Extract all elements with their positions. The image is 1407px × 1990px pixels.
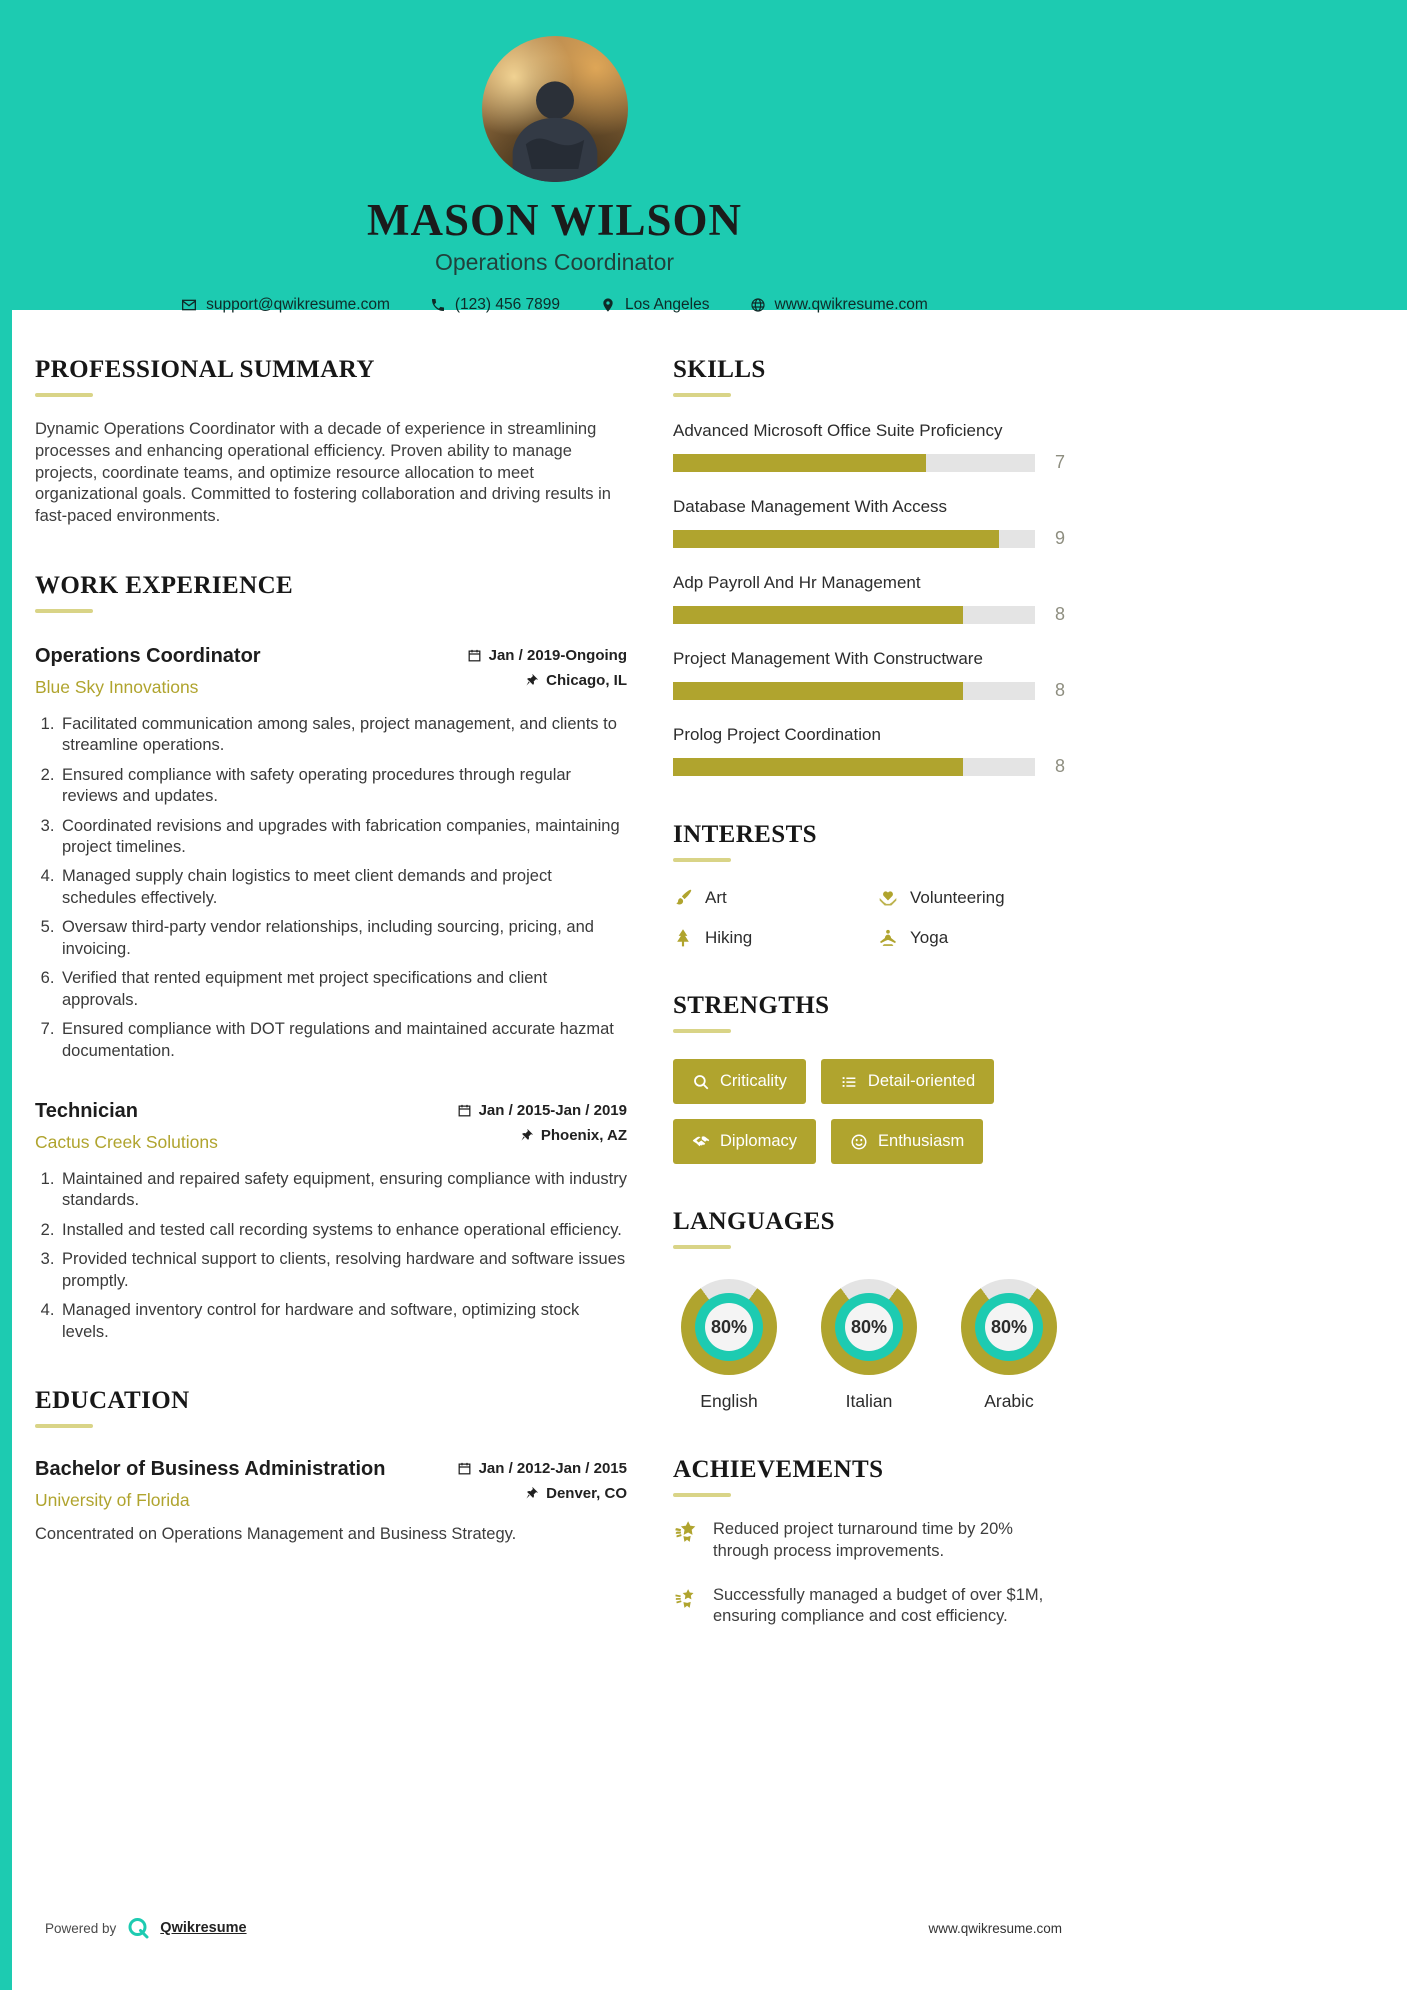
achievements-heading: ACHIEVEMENTS [673, 1456, 1065, 1497]
job-bullet: 2. Ensured compliance with safety operating procedures through regular reviews and updates. [59, 765, 627, 808]
right-column [673, 310, 1065, 1628]
interest-label: Art [705, 888, 727, 907]
skill-value: 8 [1054, 604, 1065, 624]
qwikresume-logo-icon [126, 1916, 150, 1940]
skill-value: 8 [1054, 680, 1065, 700]
achievement-text: Reduced project turnaround time by 20% through process improvements. [713, 1520, 1013, 1560]
interest-item [878, 928, 1065, 948]
skill-value: 8 [1054, 756, 1065, 776]
language-item [817, 1279, 921, 1412]
language-donut-chart [681, 1279, 777, 1375]
summary-text: Dynamic Operations Coordinator with a decade of experience in streamlining processes and enhancing operational efficiency. Proven ability to manage projects, coordinate teams, and optimize resource allocation to meet organizational goals. Committed to fostering collaboration and driving results in fast-paced environments. [35, 420, 611, 526]
skill-label: Adp Payroll And Hr Management [673, 573, 921, 592]
tree-icon [673, 928, 693, 948]
strength-label: Criticality [720, 1072, 787, 1090]
skill-item [673, 497, 1065, 549]
education-location: Denver, CO [524, 1485, 627, 1502]
calendar-icon [457, 1461, 472, 1476]
job-bullets [35, 714, 627, 1062]
interest-label: Volunteering [910, 888, 1005, 907]
achievement-icon [673, 1520, 698, 1545]
experience-heading: WORK EXPERIENCE [35, 572, 627, 613]
left-accent-strip [0, 0, 12, 1990]
job-bullet: 4. Managed inventory control for hardware and software, optimizing stock levels. [59, 1300, 627, 1343]
language-label: English [700, 1391, 758, 1411]
education-heading: EDUCATION [35, 1387, 627, 1428]
skill-bar [673, 606, 1035, 624]
skill-bar [673, 454, 1035, 472]
job-bullet: 3. Coordinated revisions and upgrades with fabrication companies, maintaining project timelines. [59, 816, 627, 859]
languages-heading: LANGUAGES [673, 1208, 1065, 1249]
calendar-icon [467, 648, 482, 663]
job-bullet: 6. Verified that rented equipment met project specifications and client approvals. [59, 968, 627, 1011]
job-bullets [35, 1169, 627, 1343]
strengths-heading: STRENGTHS [673, 992, 1065, 1033]
skill-value: 7 [1054, 452, 1065, 472]
strength-label: Detail-oriented [867, 1072, 976, 1090]
language-item [677, 1279, 781, 1412]
achievement-item [673, 1585, 1065, 1629]
job-company: Cactus Creek Solutions [35, 1131, 218, 1152]
job-bullet: 7. Ensured compliance with DOT regulations and maintained accurate hazmat documentation. [59, 1019, 627, 1062]
job-bullet: 4. Managed supply chain logistics to meet client demands and project schedules effectively. [59, 866, 627, 909]
section-experience [35, 572, 627, 1343]
skill-label: Project Management With Constructware [673, 649, 983, 668]
skill-item [673, 421, 1065, 473]
language-label: Italian [845, 1391, 893, 1411]
person-silhouette [482, 42, 628, 182]
job-entry [35, 645, 627, 1062]
job-company: Blue Sky Innovations [35, 676, 199, 697]
powered-by-label: Powered by [45, 1920, 117, 1936]
yoga-icon [878, 928, 898, 948]
skill-item [673, 573, 1065, 625]
job-location: Chicago, IL [524, 672, 627, 689]
section-languages [673, 1208, 1065, 1412]
left-column [35, 310, 627, 1544]
strength-label: Enthusiasm [878, 1132, 965, 1150]
brush-icon [673, 888, 693, 908]
skill-label: Advanced Microsoft Office Suite Proficiency [673, 421, 1003, 440]
section-achievements [673, 1456, 1065, 1628]
pushpin-icon [524, 673, 539, 688]
education-note: Concentrated on Operations Management and Business Strategy. [35, 1525, 517, 1544]
skill-bar [673, 682, 1035, 700]
contact-phone-text: (123) 456 7899 [454, 296, 561, 313]
job-location: Phoenix, AZ [519, 1127, 627, 1144]
section-interests [673, 821, 1065, 948]
smile-icon [850, 1133, 868, 1151]
footer [45, 1916, 1062, 1940]
person-name: MASON WILSON [367, 195, 742, 245]
hands-icon [878, 888, 898, 908]
interest-item [878, 888, 1065, 908]
achievement-icon [673, 1586, 698, 1611]
skill-value: 9 [1054, 528, 1065, 548]
education-degree: Bachelor of Business Administration [35, 1458, 386, 1481]
strength-label: Diplomacy [720, 1132, 798, 1150]
strength-badge-criticality [673, 1059, 806, 1104]
language-percent: 80% [705, 1303, 753, 1351]
strength-badge-diplomacy [673, 1119, 816, 1164]
search-icon [692, 1073, 710, 1091]
header [0, 0, 1407, 313]
job-title: Operations Coordinator [35, 644, 261, 667]
list-icon [840, 1073, 858, 1091]
job-bullet: 5. Oversaw third-party vendor relationships, including sourcing, pricing, and invoicing. [59, 917, 627, 960]
skill-label: Prolog Project Coordination [673, 725, 881, 744]
qwikresume-brand-link[interactable]: Qwikresume [160, 1920, 247, 1936]
skill-bar [673, 758, 1035, 776]
skill-label: Database Management With Access [673, 497, 948, 516]
job-bullet: 2. Installed and tested call recording systems to enhance operational efficiency. [59, 1220, 627, 1241]
calendar-icon [457, 1103, 472, 1118]
job-bullet: 1. Facilitated communication among sales, project management, and clients to streamline operations. [59, 714, 627, 757]
handshake-icon [692, 1133, 710, 1151]
language-label: Arabic [984, 1391, 1034, 1411]
interest-item [673, 928, 878, 948]
language-percent: 80% [845, 1303, 893, 1351]
interest-item [673, 888, 878, 908]
avatar [482, 36, 628, 182]
job-dates: Jan / 2015-Jan / 2019 [457, 1102, 627, 1119]
language-item [957, 1279, 1061, 1412]
section-skills [673, 356, 1065, 777]
achievement-text: Successfully managed a budget of over $1M, ensuring compliance and cost efficiency. [713, 1585, 1044, 1626]
job-bullet: 1. Maintained and repaired safety equipment, ensuring compliance with industry standards. [59, 1169, 627, 1212]
education-dates: Jan / 2012-Jan / 2015 [457, 1460, 627, 1477]
skill-bar [673, 530, 1035, 548]
job-title: Technician [35, 1099, 138, 1122]
strength-badge-enthusiasm [831, 1119, 983, 1164]
contact-location-text: Los Angeles [625, 296, 710, 313]
contact-email-text: support@qwikresume.com [206, 296, 390, 313]
language-donut-chart [821, 1279, 917, 1375]
section-summary [35, 356, 627, 528]
person-title: Operations Coordinator [434, 249, 675, 275]
achievement-item [673, 1519, 1065, 1563]
interests-heading: INTERESTS [673, 821, 1065, 862]
job-entry [35, 1100, 627, 1343]
skills-heading: SKILLS [673, 356, 1065, 397]
section-education [35, 1387, 627, 1544]
summary-heading: PROFESSIONAL SUMMARY [35, 356, 627, 397]
language-percent: 80% [985, 1303, 1033, 1351]
interest-label: Yoga [910, 928, 949, 947]
strength-badge-detail-oriented [821, 1059, 994, 1104]
language-donut-chart [961, 1279, 1057, 1375]
section-strengths [673, 992, 1065, 1164]
footer-site-link[interactable]: www.qwikresume.com [928, 1920, 1062, 1936]
skill-item [673, 725, 1065, 777]
contact-website-text: www.qwikresume.com [774, 296, 928, 313]
interest-label: Hiking [705, 928, 753, 947]
job-bullet: 3. Provided technical support to clients, resolving hardware and software issues promptly. [59, 1249, 627, 1292]
job-dates: Jan / 2019-Ongoing [467, 647, 627, 664]
pushpin-icon [519, 1128, 534, 1143]
education-school: University of Florida [35, 1490, 190, 1511]
pushpin-icon [524, 1486, 539, 1501]
skill-item [673, 649, 1065, 701]
